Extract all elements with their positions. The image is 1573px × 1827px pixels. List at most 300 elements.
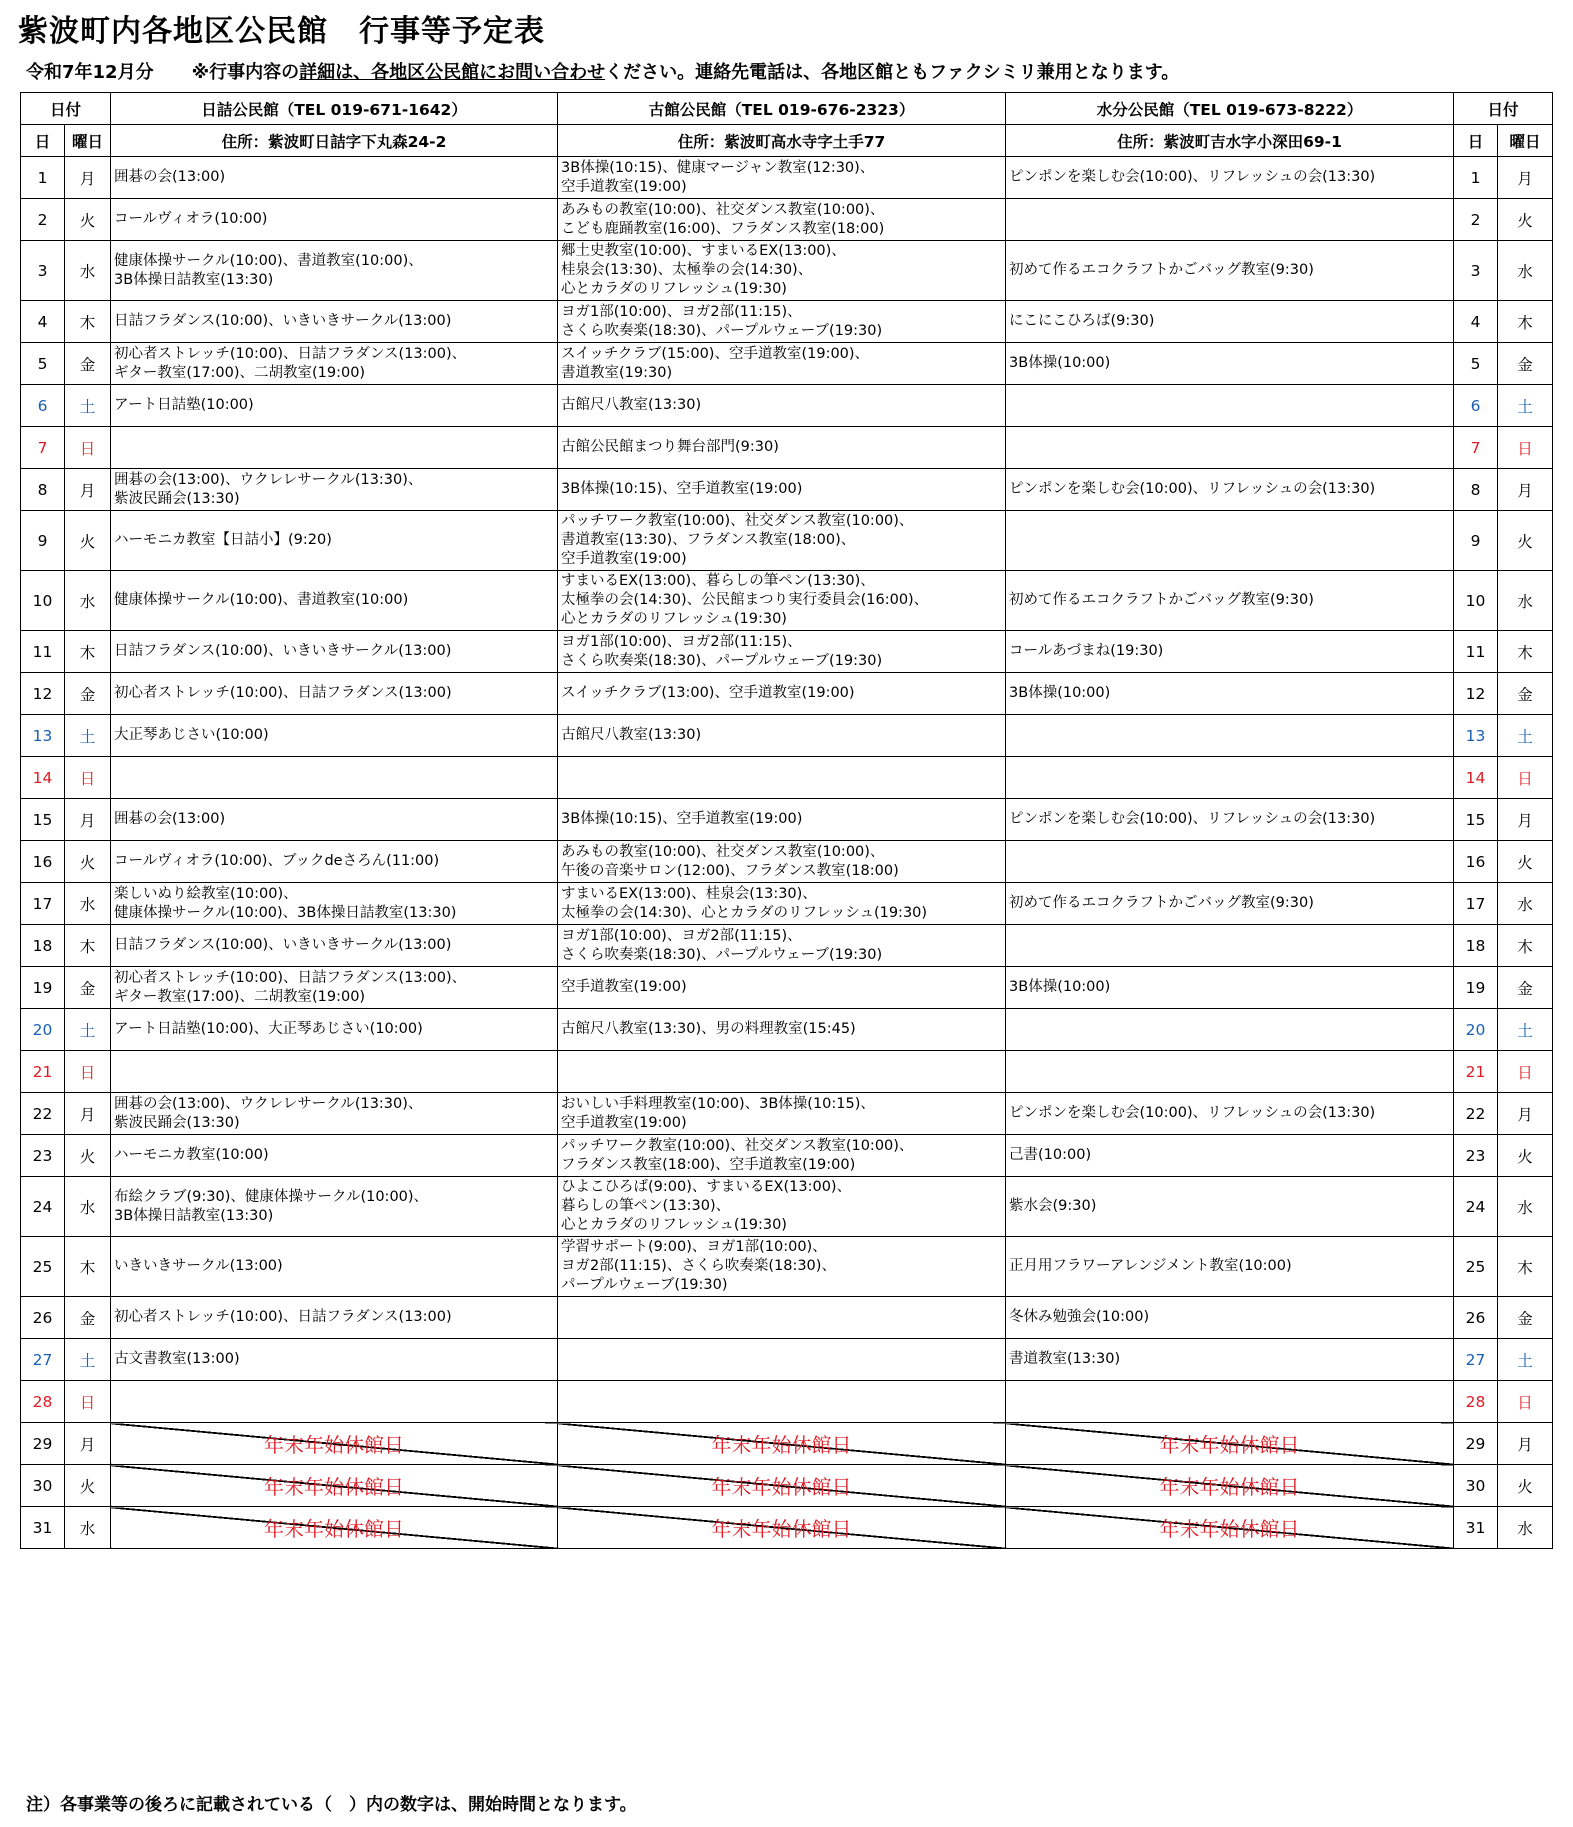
day-cell: 20 [21,1009,65,1051]
weekday-cell: 金 [65,673,111,715]
day-cell: 7 [21,427,65,469]
hizume-events-cell [111,1093,558,1135]
table-row [21,157,1553,199]
furudate-events-cell [558,1237,1006,1297]
mizuwake-events-cell [1006,883,1454,925]
furudate-events-cell [558,841,1006,883]
event-line: 3B体操(10:00) [1009,979,1111,995]
event-line: 書道教室(19:30) [561,364,673,381]
mizuwake-events-cell [1006,1009,1454,1051]
furudate-events-cell [558,511,1006,571]
table-row [21,1093,1553,1135]
mizuwake-events-cell [1006,1297,1454,1339]
hall-furudate-name: 古館公民館（TEL 019-676-2323） [558,93,1006,125]
furudate-events-cell [558,199,1006,241]
hizume-events-cell [111,1177,558,1237]
day-cell: 25 [21,1237,65,1297]
event-line: 初めて作るエコクラフトかごバッグ教室(9:30) [1009,262,1314,278]
event-line: 初めて作るエコクラフトかごバッグ教室(9:30) [1009,592,1314,608]
table-row [21,1237,1553,1297]
day-cell-right: 25 [1454,1237,1498,1297]
weekday-cell-right: 月 [1498,157,1553,199]
mizuwake-closed-cell: 年末年始休館日 [1006,1423,1454,1465]
furudate-events-cell [558,1297,1006,1339]
event-line: 空手道教室(19:00) [561,178,687,195]
event-line: コールヴィオラ(10:00) [114,211,268,227]
event-line: 古文書教室(13:00) [114,1351,240,1367]
weekday-cell: 日 [65,427,111,469]
day-cell: 18 [21,925,65,967]
mizuwake-events-cell [1006,343,1454,385]
event-line: アート日詰塾(10:00) [114,397,254,413]
weekday-cell: 木 [65,1237,111,1297]
weekday-cell-right: 水 [1498,571,1553,631]
weekday-header-right: 曜日 [1498,125,1553,157]
event-line: 初めて作るエコクラフトかごバッグ教室(9:30) [1009,895,1314,911]
table-row [21,1135,1553,1177]
weekday-cell: 水 [65,1177,111,1237]
event-line: 午後の音楽サロン(12:00)、フラダンス教室(18:00) [561,862,899,879]
hizume-events-cell [111,241,558,301]
furudate-events-cell [558,343,1006,385]
table-row [21,511,1553,571]
mizuwake-events-cell [1006,511,1454,571]
table-row [21,967,1553,1009]
month-label: 令和7年12月分 [26,62,154,83]
event-line: 初心者ストレッチ(10:00)、日詰フラダンス(13:00)、 [114,345,467,362]
event-line: 3B体操(10:15)、健康マージャン教室(12:30)、 [561,159,875,176]
weekday-cell: 火 [65,841,111,883]
table-row [21,199,1553,241]
day-cell-right: 2 [1454,199,1498,241]
hall-hizume-address: 住所：紫波町日詰字下丸森24-2 [111,125,558,157]
event-line: スイッチクラブ(13:00)、空手道教室(19:00) [561,685,855,701]
table-row [21,631,1553,673]
day-cell-right: 13 [1454,715,1498,757]
schedule-body [21,157,1553,1549]
day-cell: 10 [21,571,65,631]
table-row [21,883,1553,925]
day-cell-right: 5 [1454,343,1498,385]
hizume-events-cell [111,715,558,757]
day-header-right: 日 [1454,125,1498,157]
event-line: 古館尺八教室(13:30) [561,727,702,743]
hizume-events-cell [111,427,558,469]
mizuwake-events-cell [1006,757,1454,799]
event-line: ヨガ1部(10:00)、ヨガ2部(11:15)、 [561,633,802,650]
day-cell: 28 [21,1381,65,1423]
event-line: ピンポンを楽しむ会(10:00)、リフレッシュの会(13:30) [1009,811,1376,827]
weekday-cell-right: 土 [1498,715,1553,757]
event-line: アート日詰塾(10:00)、大正琴あじさい(10:00) [114,1021,423,1037]
day-cell-right: 28 [1454,1381,1498,1423]
furudate-events-cell [558,427,1006,469]
table-row [21,469,1553,511]
day-cell-right: 1 [1454,157,1498,199]
table-row [21,1177,1553,1237]
weekday-cell-right: 金 [1498,1297,1553,1339]
hizume-closed-cell: 年末年始休館日 [111,1465,558,1507]
hizume-events-cell [111,1297,558,1339]
schedule-table [20,92,1553,1549]
hizume-events-cell [111,343,558,385]
furudate-events-cell [558,673,1006,715]
weekday-cell-right: 火 [1498,199,1553,241]
weekday-cell-right: 月 [1498,799,1553,841]
mizuwake-events-cell [1006,925,1454,967]
event-line: 囲碁の会(13:00)、ウクレレサークル(13:30)、 [114,471,423,488]
day-cell-right: 14 [1454,757,1498,799]
furudate-events-cell [558,241,1006,301]
event-line: すまいるEX(13:00)、暮らしの筆ペン(13:30)、 [561,573,875,589]
event-line: あみもの教室(10:00)、社交ダンス教室(10:00)、 [561,201,885,218]
day-cell: 13 [21,715,65,757]
furudate-events-cell [558,385,1006,427]
table-row [21,301,1553,343]
event-line: 日詰フラダンス(10:00)、いきいきサークル(13:00) [114,643,452,659]
weekday-cell-right: 月 [1498,469,1553,511]
table-row [21,1423,1553,1465]
day-cell-right: 18 [1454,925,1498,967]
hizume-events-cell [111,385,558,427]
event-line: ハーモニカ教室【日詰小】(9:20) [114,532,332,548]
weekday-cell-right: 火 [1498,1465,1553,1507]
mizuwake-events-cell [1006,241,1454,301]
event-line: コールあづまね(19:30) [1009,643,1164,659]
mizuwake-events-cell [1006,673,1454,715]
day-cell-right: 7 [1454,427,1498,469]
day-cell: 17 [21,883,65,925]
event-line: 3B体操(10:00) [1009,355,1111,371]
event-line: 3B体操日詰教室(13:30) [114,271,274,288]
event-line: 3B体操(10:15)、空手道教室(19:00) [561,811,803,827]
furudate-events-cell [558,1339,1006,1381]
hizume-events-cell [111,673,558,715]
table-row [21,1297,1553,1339]
mizuwake-closed-cell: 年末年始休館日 [1006,1465,1454,1507]
note-pre: ※行事内容の [191,62,300,83]
event-line: 3B体操(10:00) [1009,685,1111,701]
furudate-events-cell [558,883,1006,925]
table-row [21,1051,1553,1093]
weekday-cell: 日 [65,1381,111,1423]
event-line: 健康体操サークル(10:00)、3B体操日詰教室(13:30) [114,904,457,921]
day-header: 日 [21,125,65,157]
event-line: ハーモニカ教室(10:00) [114,1147,269,1163]
event-line: 紫波民踊会(13:30) [114,490,240,507]
furudate-events-cell [558,1051,1006,1093]
day-cell: 30 [21,1465,65,1507]
event-line: 健康体操サークル(10:00)、書道教室(10:00)、 [114,252,423,269]
hizume-events-cell [111,1237,558,1297]
day-cell-right: 21 [1454,1051,1498,1093]
weekday-cell-right: 水 [1498,241,1553,301]
weekday-cell: 火 [65,199,111,241]
event-line: フラダンス教室(18:00)、空手道教室(19:00) [561,1156,856,1173]
day-cell-right: 24 [1454,1177,1498,1237]
hizume-events-cell [111,883,558,925]
table-row [21,841,1553,883]
table-row [21,715,1553,757]
event-line: ヨガ1部(10:00)、ヨガ2部(11:15)、 [561,927,802,944]
hizume-events-cell [111,1339,558,1381]
subtitle [26,58,1179,84]
table-row [21,1465,1553,1507]
furudate-events-cell [558,631,1006,673]
mizuwake-events-cell [1006,1339,1454,1381]
weekday-cell: 日 [65,1051,111,1093]
mizuwake-events-cell [1006,967,1454,1009]
event-line: 空手道教室(19:00) [561,1114,687,1131]
event-line: 書道教室(13:30) [1009,1351,1121,1367]
weekday-cell-right: 日 [1498,757,1553,799]
furudate-closed-cell: 年末年始休館日 [558,1423,1006,1465]
weekday-cell-right: 日 [1498,1051,1553,1093]
hizume-events-cell [111,967,558,1009]
event-line: 3B体操日詰教室(13:30) [114,1207,274,1224]
hizume-events-cell [111,841,558,883]
weekday-cell: 水 [65,1507,111,1549]
hizume-events-cell [111,571,558,631]
event-line: 3B体操(10:15)、空手道教室(19:00) [561,481,803,497]
furudate-events-cell [558,1093,1006,1135]
event-line: いきいきサークル(13:00) [114,1258,283,1274]
furudate-events-cell [558,1009,1006,1051]
event-line: ヨガ2部(11:15)、さくら吹奏楽(18:30)、 [561,1258,836,1274]
event-line: 心とカラダのリフレッシュ(19:30) [561,611,787,627]
day-cell-right: 22 [1454,1093,1498,1135]
weekday-cell: 土 [65,715,111,757]
event-line: 紫水会(9:30) [1009,1198,1097,1214]
event-line: ピンポンを楽しむ会(10:00)、リフレッシュの会(13:30) [1009,481,1376,497]
note-post: ください。連絡先電話は、各地区館ともファクシミリ兼用となります。 [605,62,1180,83]
event-line: 心とカラダのリフレッシュ(19:30) [561,281,787,297]
hizume-events-cell [111,511,558,571]
event-line: パッチワーク教室(10:00)、社交ダンス教室(10:00)、 [561,1137,914,1154]
weekday-cell: 木 [65,631,111,673]
furudate-events-cell [558,1135,1006,1177]
weekday-cell-right: 木 [1498,1237,1553,1297]
day-cell: 5 [21,343,65,385]
event-line: コールヴィオラ(10:00)、ブックdeさろん(11:00) [114,853,440,869]
event-line: 古館公民館まつり舞台部門(9:30) [561,439,779,455]
event-line: こども鹿踊教室(16:00)、フラダンス教室(18:00) [561,220,885,237]
day-cell-right: 31 [1454,1507,1498,1549]
event-line: パッチワーク教室(10:00)、社交ダンス教室(10:00)、 [561,513,914,529]
hizume-events-cell [111,469,558,511]
event-line: 初心者ストレッチ(10:00)、日詰フラダンス(13:00) [114,685,452,701]
hizume-events-cell [111,1051,558,1093]
event-line: 正月用フラワーアレンジメント教室(10:00) [1009,1258,1292,1274]
weekday-cell: 火 [65,1465,111,1507]
hizume-events-cell [111,757,558,799]
weekday-cell-right: 月 [1498,1093,1553,1135]
schedule-header [21,93,1553,157]
hizume-closed-cell: 年末年始休館日 [111,1507,558,1549]
weekday-cell: 月 [65,157,111,199]
weekday-cell-right: 火 [1498,1135,1553,1177]
weekday-cell: 金 [65,343,111,385]
day-cell-right: 30 [1454,1465,1498,1507]
day-cell: 15 [21,799,65,841]
table-row [21,799,1553,841]
mizuwake-events-cell [1006,1237,1454,1297]
mizuwake-events-cell [1006,385,1454,427]
weekday-cell: 土 [65,1009,111,1051]
mizuwake-events-cell [1006,1093,1454,1135]
hizume-events-cell [111,925,558,967]
event-line: おいしい手料理教室(10:00)、3B体操(10:15)、 [561,1095,875,1112]
event-line: 健康体操サークル(10:00)、書道教室(10:00) [114,592,409,608]
event-line: 心とカラダのリフレッシュ(19:30) [561,1217,787,1233]
event-line: 大正琴あじさい(10:00) [114,727,269,743]
furudate-events-cell [558,571,1006,631]
weekday-cell: 水 [65,883,111,925]
hizume-events-cell [111,631,558,673]
table-row [21,427,1553,469]
day-cell: 3 [21,241,65,301]
weekday-cell-right: 火 [1498,511,1553,571]
event-line: ピンポンを楽しむ会(10:00)、リフレッシュの会(13:30) [1009,1105,1376,1121]
note-underlined: 詳細は、各地区公民館にお問い合わせ [299,62,606,83]
day-cell: 23 [21,1135,65,1177]
event-line: 暮らしの筆ペン(13:30)、 [561,1198,731,1214]
furudate-events-cell [558,715,1006,757]
weekday-cell-right: 金 [1498,343,1553,385]
table-row [21,343,1553,385]
day-cell-right: 26 [1454,1297,1498,1339]
event-line: 古館尺八教室(13:30) [561,397,702,413]
furudate-events-cell [558,757,1006,799]
furudate-events-cell [558,799,1006,841]
day-cell: 19 [21,967,65,1009]
event-line: パープルウェーブ(19:30) [561,1277,728,1293]
event-line: 太極拳の会(14:30)、心とカラダのリフレッシュ(19:30) [561,904,928,921]
weekday-cell-right: 金 [1498,967,1553,1009]
event-line: 日詰フラダンス(10:00)、いきいきサークル(13:00) [114,937,452,953]
weekday-cell: 月 [65,1423,111,1465]
day-cell: 16 [21,841,65,883]
furudate-events-cell [558,967,1006,1009]
event-line: さくら吹奏楽(18:30)、パープルウェーブ(19:30) [561,652,883,669]
hizume-events-cell [111,1381,558,1423]
event-line: ピンポンを楽しむ会(10:00)、リフレッシュの会(13:30) [1009,169,1376,185]
date-header-right: 日付 [1454,93,1553,125]
event-line: あみもの教室(10:00)、社交ダンス教室(10:00)、 [561,843,885,860]
hall-furudate-address: 住所：紫波町高水寺字土手77 [558,125,1006,157]
day-cell-right: 4 [1454,301,1498,343]
day-cell: 21 [21,1051,65,1093]
event-line: ギター教室(17:00)、二胡教室(19:00) [114,988,366,1005]
event-line: 初心者ストレッチ(10:00)、日詰フラダンス(13:00)、 [114,969,467,986]
day-cell: 22 [21,1093,65,1135]
day-cell: 11 [21,631,65,673]
mizuwake-events-cell [1006,469,1454,511]
mizuwake-events-cell [1006,301,1454,343]
weekday-cell-right: 木 [1498,631,1553,673]
hall-hizume-name: 日詰公民館（TEL 019-671-1642） [111,93,558,125]
day-cell-right: 29 [1454,1423,1498,1465]
weekday-header: 曜日 [65,125,111,157]
day-cell: 31 [21,1507,65,1549]
weekday-cell: 木 [65,925,111,967]
day-cell: 4 [21,301,65,343]
weekday-cell: 土 [65,385,111,427]
furudate-events-cell [558,1177,1006,1237]
mizuwake-events-cell [1006,1177,1454,1237]
weekday-cell-right: 水 [1498,1507,1553,1549]
day-cell-right: 23 [1454,1135,1498,1177]
mizuwake-events-cell [1006,715,1454,757]
table-row [21,241,1553,301]
day-cell-right: 9 [1454,511,1498,571]
event-line: 空手道教室(19:00) [561,551,687,567]
day-cell: 12 [21,673,65,715]
table-row [21,385,1553,427]
furudate-events-cell [558,157,1006,199]
event-line: 太極拳の会(14:30)、公民館まつり実行委員会(16:00)、 [561,592,929,608]
day-cell: 1 [21,157,65,199]
table-row [21,925,1553,967]
weekday-cell-right: 土 [1498,1339,1553,1381]
weekday-cell: 木 [65,301,111,343]
day-cell-right: 19 [1454,967,1498,1009]
event-line: 学習サポート(9:00)、ヨガ1部(10:00)、 [561,1239,827,1255]
event-line: 日詰フラダンス(10:00)、いきいきサークル(13:00) [114,313,452,329]
weekday-cell: 火 [65,511,111,571]
day-cell: 29 [21,1423,65,1465]
weekday-cell: 火 [65,1135,111,1177]
table-row [21,1381,1553,1423]
mizuwake-events-cell [1006,571,1454,631]
table-row [21,571,1553,631]
furudate-events-cell [558,469,1006,511]
day-cell-right: 17 [1454,883,1498,925]
day-cell: 24 [21,1177,65,1237]
day-cell-right: 11 [1454,631,1498,673]
table-row [21,1507,1553,1549]
event-line: ギター教室(17:00)、二胡教室(19:00) [114,364,366,381]
weekday-cell: 月 [65,469,111,511]
event-line: 囲碁の会(13:00) [114,811,226,827]
event-line: 己書(10:00) [1009,1147,1092,1163]
hizume-events-cell [111,799,558,841]
mizuwake-events-cell [1006,199,1454,241]
furudate-closed-cell: 年末年始休館日 [558,1507,1006,1549]
weekday-cell-right: 月 [1498,1423,1553,1465]
event-line: にこにこひろば(9:30) [1009,313,1155,329]
day-cell: 2 [21,199,65,241]
day-cell-right: 27 [1454,1339,1498,1381]
event-line: 古館尺八教室(13:30)、男の料理教室(15:45) [561,1021,856,1037]
weekday-cell: 金 [65,1297,111,1339]
furudate-events-cell [558,925,1006,967]
day-cell: 14 [21,757,65,799]
weekday-cell-right: 金 [1498,673,1553,715]
day-cell: 6 [21,385,65,427]
day-cell: 9 [21,511,65,571]
weekday-cell: 金 [65,967,111,1009]
day-cell: 27 [21,1339,65,1381]
event-line: 紫波民踊会(13:30) [114,1114,240,1131]
footnote: 注）各事業等の後ろに記載されている（ ）内の数字は、開始時間となります。 [26,1795,637,1815]
mizuwake-events-cell [1006,799,1454,841]
hizume-events-cell [111,157,558,199]
event-line: 冬休み勉強会(10:00) [1009,1309,1150,1325]
mizuwake-events-cell [1006,1381,1454,1423]
event-line: 楽しいぬり絵教室(10:00)、 [114,885,298,902]
weekday-cell: 水 [65,241,111,301]
